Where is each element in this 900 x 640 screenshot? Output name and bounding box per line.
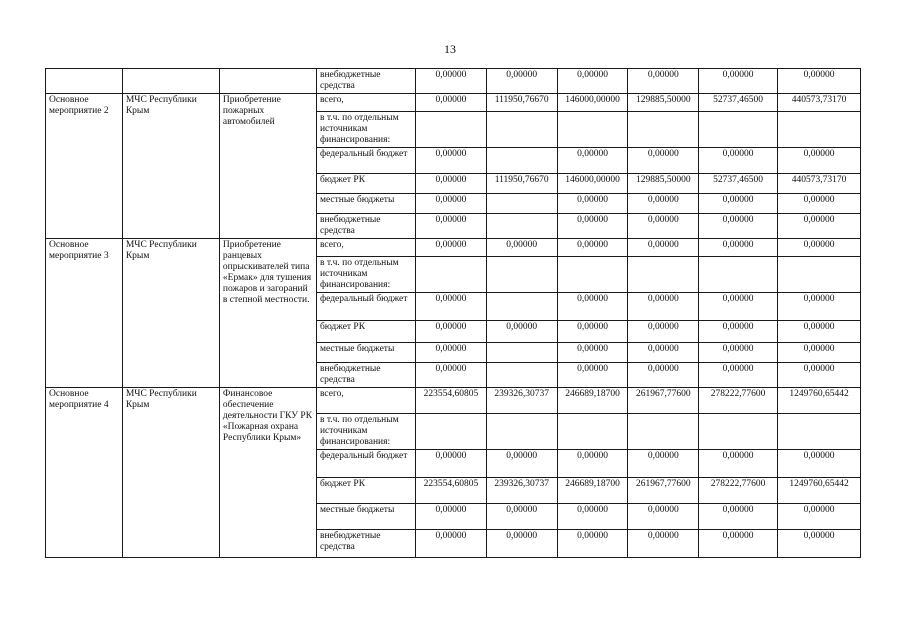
amount-cell: 0,00000: [778, 293, 861, 321]
amount-cell: 0,00000: [778, 148, 861, 174]
amount-cell: 0,00000: [628, 239, 699, 257]
amount-cell: 129885,50000: [628, 94, 699, 112]
table-row: [46, 239, 861, 257]
amount-cell: 0,00000: [699, 321, 778, 343]
amount-cell: 52737,46500: [699, 174, 778, 194]
amount-cell: 0,00000: [486, 321, 557, 343]
amount-cell: 0,00000: [778, 363, 861, 388]
amount-cell: [628, 112, 699, 148]
responsible-cell: МЧС Республики Крым: [122, 388, 219, 558]
amount-cell: 0,00000: [557, 214, 628, 239]
table-row: [46, 69, 861, 94]
amount-cell: 52737,46500: [699, 94, 778, 112]
amount-cell: 0,00000: [557, 504, 628, 530]
amount-cell: 0,00000: [486, 239, 557, 257]
amount-cell: 0,00000: [778, 321, 861, 343]
amount-cell: 0,00000: [416, 239, 487, 257]
amount-cell: 0,00000: [557, 293, 628, 321]
amount-cell: 261967,77600: [628, 478, 699, 504]
funding-source-cell: в т.ч. по отдельным источникам финансирования:: [316, 414, 415, 450]
amount-cell: [778, 257, 861, 293]
funding-source-cell: бюджет РК: [316, 478, 415, 504]
page-number: 13: [444, 42, 456, 56]
amount-cell: 0,00000: [699, 148, 778, 174]
amount-cell: 0,00000: [699, 343, 778, 363]
amount-cell: 129885,50000: [628, 174, 699, 194]
funding-source-cell: всего,: [316, 239, 415, 257]
amount-cell: 0,00000: [699, 214, 778, 239]
amount-cell: 0,00000: [486, 69, 557, 94]
amount-cell: 278222,77600: [699, 478, 778, 504]
amount-cell: [416, 414, 487, 450]
amount-cell: 1249760,65442: [778, 388, 861, 414]
funding-source-cell: бюджет РК: [316, 321, 415, 343]
amount-cell: 0,00000: [778, 214, 861, 239]
amount-cell: 0,00000: [699, 239, 778, 257]
amount-cell: 0,00000: [778, 343, 861, 363]
responsible-cell: МЧС Республики Крым: [122, 239, 219, 388]
amount-cell: 0,00000: [778, 504, 861, 530]
funding-source-cell: в т.ч. по отдельным источникам финансирования:: [316, 112, 415, 148]
amount-cell: 0,00000: [416, 321, 487, 343]
amount-cell: [628, 414, 699, 450]
amount-cell: 0,00000: [699, 194, 778, 214]
funding-source-cell: местные бюджеты: [316, 343, 415, 363]
amount-cell: 0,00000: [628, 148, 699, 174]
amount-cell: 239326,30737: [486, 478, 557, 504]
activity-description-cell: Приобретение пожарных автомобилей: [219, 94, 316, 239]
amount-cell: 0,00000: [628, 343, 699, 363]
amount-cell: [557, 257, 628, 293]
amount-cell: [486, 112, 557, 148]
amount-cell: 0,00000: [416, 450, 487, 478]
amount-cell: 0,00000: [628, 194, 699, 214]
amount-cell: 223554,60805: [416, 478, 487, 504]
amount-cell: 278222,77600: [699, 388, 778, 414]
funding-source-cell: местные бюджеты: [316, 194, 415, 214]
amount-cell: [778, 414, 861, 450]
amount-cell: [557, 112, 628, 148]
funding-source-cell: федеральный бюджет: [316, 293, 415, 321]
amount-cell: 0,00000: [486, 530, 557, 558]
amount-cell: 440573,73170: [778, 94, 861, 112]
amount-cell: 0,00000: [628, 214, 699, 239]
amount-cell: [416, 257, 487, 293]
amount-cell: 111950,76670: [486, 94, 557, 112]
amount-cell: 0,00000: [416, 174, 487, 194]
amount-cell: 0,00000: [699, 530, 778, 558]
activity-description-cell: [219, 69, 316, 94]
amount-cell: [486, 414, 557, 450]
amount-cell: 0,00000: [699, 504, 778, 530]
funding-source-cell: федеральный бюджет: [316, 450, 415, 478]
amount-cell: 0,00000: [699, 363, 778, 388]
amount-cell: 0,00000: [557, 321, 628, 343]
amount-cell: [628, 257, 699, 293]
amount-cell: 0,00000: [557, 148, 628, 174]
amount-cell: 0,00000: [416, 194, 487, 214]
amount-cell: 0,00000: [778, 530, 861, 558]
amount-cell: 0,00000: [416, 530, 487, 558]
amount-cell: 0,00000: [557, 363, 628, 388]
amount-cell: 0,00000: [416, 148, 487, 174]
amount-cell: [557, 414, 628, 450]
amount-cell: 0,00000: [557, 343, 628, 363]
amount-cell: 0,00000: [557, 69, 628, 94]
funding-source-cell: внебюджетные средства: [316, 214, 415, 239]
amount-cell: 0,00000: [628, 69, 699, 94]
amount-cell: 239326,30737: [486, 388, 557, 414]
amount-cell: 0,00000: [416, 214, 487, 239]
amount-cell: 223554,60805: [416, 388, 487, 414]
amount-cell: 0,00000: [628, 363, 699, 388]
amount-cell: [486, 194, 557, 214]
amount-cell: [486, 293, 557, 321]
funding-source-cell: местные бюджеты: [316, 504, 415, 530]
amount-cell: [486, 214, 557, 239]
amount-cell: 0,00000: [416, 69, 487, 94]
funding-source-cell: всего,: [316, 388, 415, 414]
amount-cell: 0,00000: [778, 239, 861, 257]
amount-cell: [778, 112, 861, 148]
amount-cell: 0,00000: [699, 69, 778, 94]
amount-cell: 440573,73170: [778, 174, 861, 194]
amount-cell: 261967,77600: [628, 388, 699, 414]
activity-name-cell: Основное мероприятие 2: [46, 94, 123, 239]
amount-cell: [699, 414, 778, 450]
activity-name-cell: Основное мероприятие 4: [46, 388, 123, 558]
amount-cell: 0,00000: [778, 450, 861, 478]
financing-table-body: [46, 69, 861, 558]
activity-description-cell: Приобретение ранцевых опрыскивателей типа «Ермак» для тушения пожаров и загораний в степной местности.: [219, 239, 316, 388]
amount-cell: 0,00000: [416, 363, 487, 388]
amount-cell: 246689,18700: [557, 478, 628, 504]
amount-cell: [416, 112, 487, 148]
amount-cell: 0,00000: [628, 293, 699, 321]
amount-cell: 146000,00000: [557, 174, 628, 194]
amount-cell: 0,00000: [778, 194, 861, 214]
amount-cell: 0,00000: [699, 293, 778, 321]
funding-source-cell: бюджет РК: [316, 174, 415, 194]
amount-cell: 0,00000: [416, 504, 487, 530]
amount-cell: 0,00000: [628, 504, 699, 530]
amount-cell: 0,00000: [557, 530, 628, 558]
funding-source-cell: всего,: [316, 94, 415, 112]
funding-source-cell: внебюджетные средства: [316, 363, 415, 388]
activity-name-cell: [46, 69, 123, 94]
funding-source-cell: внебюджетные средства: [316, 530, 415, 558]
amount-cell: 0,00000: [699, 450, 778, 478]
amount-cell: 111950,76670: [486, 174, 557, 194]
amount-cell: 0,00000: [557, 194, 628, 214]
responsible-cell: [122, 69, 219, 94]
table-row: [46, 94, 861, 112]
amount-cell: 0,00000: [628, 450, 699, 478]
amount-cell: 246689,18700: [557, 388, 628, 414]
amount-cell: 1249760,65442: [778, 478, 861, 504]
amount-cell: [486, 363, 557, 388]
amount-cell: 0,00000: [778, 69, 861, 94]
amount-cell: 0,00000: [557, 450, 628, 478]
amount-cell: [486, 257, 557, 293]
financing-table: [45, 68, 861, 558]
amount-cell: 0,00000: [557, 239, 628, 257]
responsible-cell: МЧС Республики Крым: [122, 94, 219, 239]
amount-cell: [486, 343, 557, 363]
table-row: [46, 388, 861, 414]
amount-cell: 0,00000: [628, 530, 699, 558]
amount-cell: 0,00000: [416, 293, 487, 321]
amount-cell: 0,00000: [486, 504, 557, 530]
amount-cell: [486, 148, 557, 174]
funding-source-cell: в т.ч. по отдельным источникам финансирования:: [316, 257, 415, 293]
activity-description-cell: Финансовое обеспечение деятельности ГКУ РК «Пожарная охрана Республики Крым»: [219, 388, 316, 558]
amount-cell: 0,00000: [486, 450, 557, 478]
amount-cell: 0,00000: [416, 343, 487, 363]
amount-cell: [699, 257, 778, 293]
funding-source-cell: федеральный бюджет: [316, 148, 415, 174]
amount-cell: 0,00000: [416, 94, 487, 112]
amount-cell: [699, 112, 778, 148]
amount-cell: 146000,00000: [557, 94, 628, 112]
amount-cell: 0,00000: [628, 321, 699, 343]
activity-name-cell: Основное мероприятие 3: [46, 239, 123, 388]
funding-source-cell: внебюджетные средства: [316, 69, 415, 94]
